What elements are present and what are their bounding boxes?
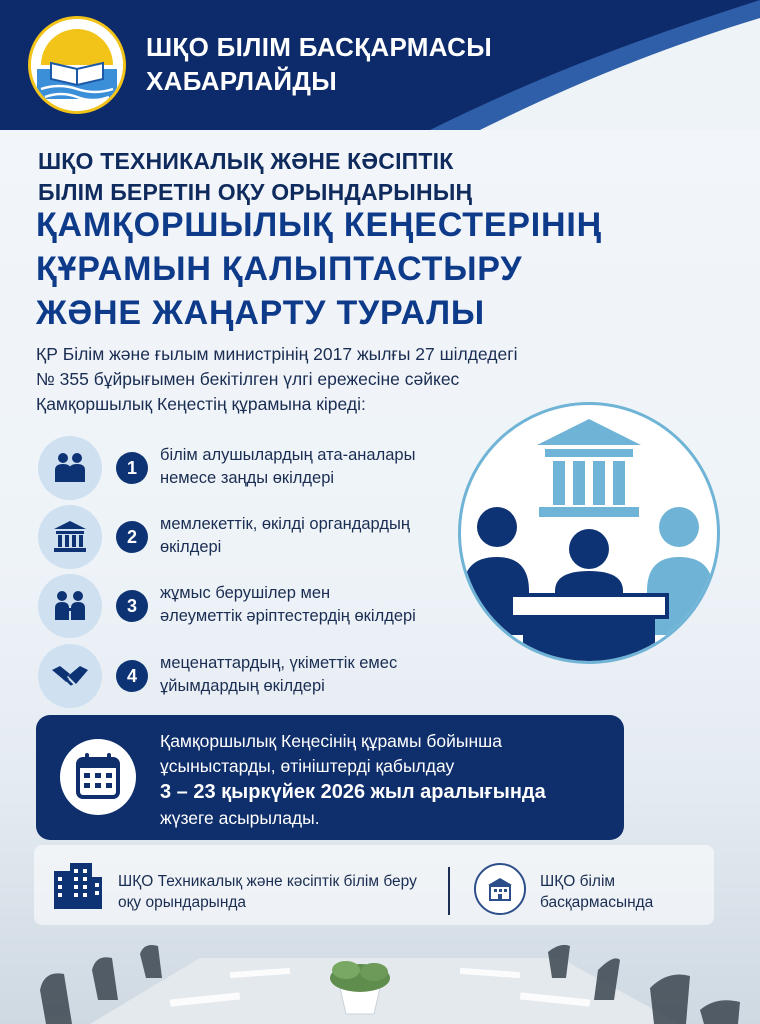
headline-large — [36, 203, 602, 335]
item-text — [160, 652, 397, 698]
list-item — [38, 505, 458, 569]
header-band — [0, 0, 760, 130]
intro-line1: ҚР Білім және ғылым министрінің 2017 жылғы 27 шілдедегі — [36, 344, 518, 364]
location-department-line2: басқармасында — [540, 894, 654, 911]
list-item — [38, 644, 458, 708]
intro-line3: Қамқоршылық Кеңестің құрамына кіреді: — [36, 394, 366, 414]
headline-small — [38, 146, 472, 208]
parents-icon — [38, 436, 102, 500]
item-text — [160, 513, 410, 559]
list-item — [38, 574, 458, 638]
location-colleges-line2: оқу орындарында — [118, 894, 247, 911]
people-icon — [38, 574, 102, 638]
item-number: 4 — [116, 660, 148, 692]
headline-line5: ЖӘНЕ ЖАҢАРТУ ТУРАЛЫ — [36, 294, 485, 332]
item-text-line1: жұмыс берушілер мен — [160, 584, 331, 602]
banner-line2: ұсыныстарды, өтініштерді қабылдау — [160, 756, 455, 776]
banner-line4: жүзеге асырылады. — [160, 808, 320, 828]
item-number: 2 — [116, 521, 148, 553]
location-department — [540, 871, 653, 913]
banner-text — [160, 729, 546, 831]
location-colleges — [118, 871, 417, 913]
item-text-line2: немесе заңды өкілдері — [160, 469, 335, 487]
item-number: 3 — [116, 590, 148, 622]
item-text-line1: білім алушылардың ата-аналары — [160, 446, 416, 464]
banner-dates: 3 – 23 қыркүйек 2026 жыл аралығында — [160, 781, 546, 803]
headline-line4: ҚҰРАМЫН ҚАЛЫПТАСТЫРУ — [36, 250, 523, 288]
conference-room-background — [0, 930, 760, 1024]
headline-line1: ШҚО ТЕХНИКАЛЫҚ ЖӘНЕ КӘСІПТІК — [38, 148, 454, 174]
item-text-line1: мемлекеттік, өкілді органдардың — [160, 515, 410, 533]
headline-line3: ҚАМҚОРШЫЛЫҚ КЕҢЕСТЕРІНІҢ — [36, 206, 602, 244]
office-building-icon — [52, 861, 104, 916]
handshake-icon — [38, 644, 102, 708]
logo-emblem-icon — [31, 19, 123, 111]
list-item — [38, 436, 458, 500]
header-title-line1: ШҚО БІЛІМ БАСҚАРМАСЫ — [146, 32, 492, 62]
council-meeting-icon — [461, 405, 717, 661]
item-number: 1 — [116, 452, 148, 484]
logo — [28, 16, 126, 114]
item-text-line2: өкілдері — [160, 538, 222, 556]
header-title-line2: ХАБАРЛАЙДЫ — [146, 66, 337, 96]
locations-card — [34, 845, 714, 925]
item-text-line2: әлеуметтік әріптестердің өкілдері — [160, 607, 416, 625]
header-title — [146, 30, 492, 98]
calendar-icon — [60, 739, 136, 815]
location-department-line1: ШҚО білім — [540, 873, 616, 890]
government-building-icon — [38, 505, 102, 569]
intro-line2: № 355 бұйрығымен бекітілген үлгі ережесіне сәйкес — [36, 369, 460, 389]
item-text — [160, 582, 416, 628]
education-department-icon — [474, 863, 526, 915]
council-illustration — [458, 402, 720, 664]
item-text-line2: ұйымдардың өкілдері — [160, 677, 325, 695]
item-text-line1: меценаттардың, үкіметтік емес — [160, 654, 398, 672]
location-colleges-line1: ШҚО Техникалық және кәсіптік білім беру — [118, 873, 417, 890]
item-text — [160, 444, 415, 490]
banner-line1: Қамқоршылық Кеңесінің құрамы бойынша — [160, 731, 502, 751]
dates-banner — [36, 715, 624, 840]
divider — [448, 867, 450, 915]
headline-line2: БІЛІМ БЕРЕТІН ОҚУ ОРЫНДАРЫНЫҢ — [38, 179, 473, 205]
intro-paragraph — [36, 342, 518, 417]
